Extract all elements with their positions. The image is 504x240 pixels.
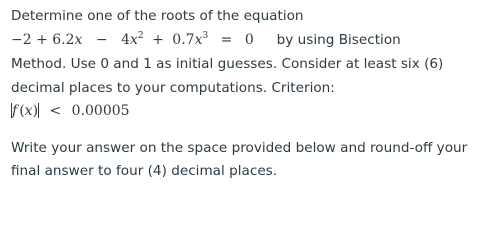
equation-exponent: 2 (137, 31, 144, 41)
criterion-tolerance: 0.00005 (71, 103, 130, 119)
criterion-paren-close: ) (32, 103, 39, 119)
criterion-line (11, 102, 130, 120)
equation-line (11, 31, 401, 49)
equation-variable: x (74, 32, 83, 48)
equation-term-1: −2 + 6.2 (11, 32, 75, 48)
equation-suffix: by using Bisection (276, 32, 401, 48)
equation-term-2: 4 (121, 32, 131, 48)
equation-equals: = (220, 32, 233, 48)
equation-minus: − (95, 32, 108, 48)
question-line-3: Method. Use 0 and 1 as initial guesses. Consider at least six (6) (11, 56, 444, 72)
abs-bar-right (38, 103, 39, 118)
question-line-6: Write your answer on the space provided below and round-off your (11, 140, 468, 156)
equation-variable: x (130, 32, 138, 48)
equation-variable: x (194, 32, 203, 48)
criterion-less-than: < (49, 103, 62, 119)
question-line-7: final answer to four (4) decimal places. (11, 163, 278, 179)
equation-zero: 0 (244, 32, 254, 48)
equation-plus: + (152, 32, 164, 48)
equation-exponent: 3 (202, 31, 209, 41)
equation-term-3: 0.7 (172, 32, 195, 48)
criterion-variable: x (24, 103, 33, 119)
criterion-paren-open: ( (19, 103, 25, 119)
question-line-1: Determine one of the roots of the equation (11, 8, 304, 24)
criterion-function: f (12, 103, 18, 119)
question-line-4: decimal places to your computations. Criterion: (11, 80, 335, 96)
